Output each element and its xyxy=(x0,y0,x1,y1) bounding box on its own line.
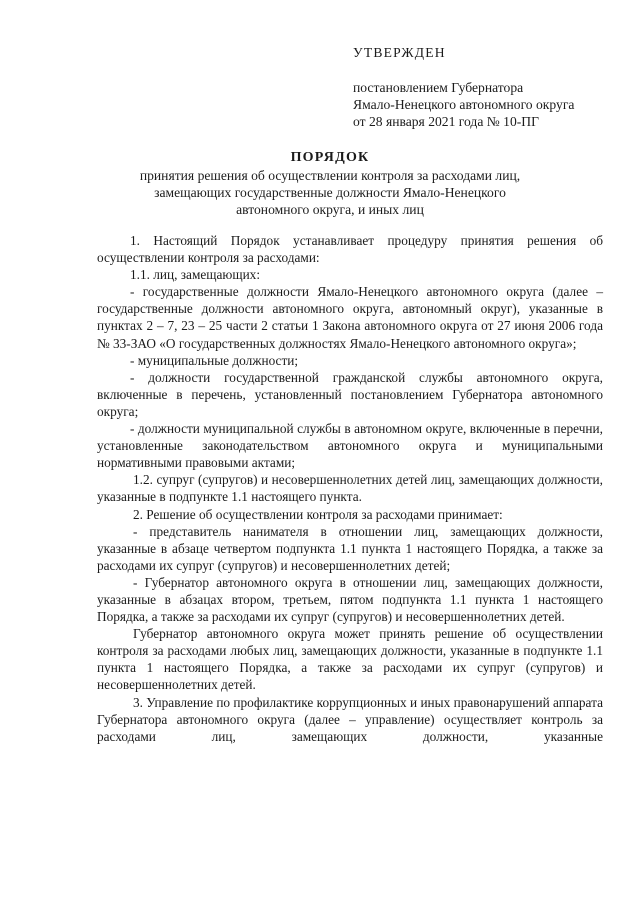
paragraph-governor-decision: Губернатор автономного округа может принять решение об осуществлении контроля за расходами любых лиц, замещающих должности, указанные в подпункте 1.1 пункта 1 настоящего Порядка, а также за расходами их супруг (супругов) и несовершеннолетних детей. xyxy=(97,626,603,693)
document-subtitle-line-1: принятия решения об осуществлении контроля за расходами лиц, xyxy=(139,168,521,183)
document-heading xyxy=(60,149,600,218)
list-item-state-positions: - государственные должности Ямало-Ненецкого автономного округа (далее – государственные должности автономного округа, автономный округ), указанные в пунктах 2 – 7, 23 – 25 части 2 статьи 1 Закона автономного округа от 27 июня 2006 года № 33-ЗАО «О государственных должностях Ямало-Ненецкого автономного округа»; xyxy=(97,284,603,351)
list-item-civil-service: - должности государственной гражданской службы автономного округа, включенные в перечень, установленный постановлением Губернатора автономного округа; xyxy=(97,369,603,419)
list-item-municipal-positions: - муниципальные должности; xyxy=(130,352,299,368)
approval-line-3: от 28 января 2021 года № 10-ПГ xyxy=(353,114,539,129)
list-item-employer-representative: - представитель нанимателя в отношении лиц, замещающих должности, указанные в абзаце четвертом подпункта 1.1 пункта 1 настоящего Порядка, а также за расходами их супруг (супругов) и несовершеннолетних детей; xyxy=(97,523,603,573)
paragraph-1: 1. Настоящий Порядок устанавливает процедуру принятия решения об осуществлении контроля за расходами: xyxy=(97,233,603,266)
approval-line-2: Ямало-Ненецкого автономного округа xyxy=(353,97,575,112)
list-item-governor: - Губернатор автономного округа в отношении лиц, замещающих должности, указанные в абзацах втором, третьем, пятом подпункта 1.1 пункта 1 настоящего Порядка, а также за расходами их супруг (супругов) и несовершеннолетних детей. xyxy=(97,574,603,625)
document-subtitle-line-3: автономного округа, и иных лиц xyxy=(236,202,424,217)
paragraph-2: 2. Решение об осуществлении контроля за расходами принимает: xyxy=(133,506,503,522)
subparagraph-1-2: 1.2. супруг (супругов) и несовершеннолетних детей лиц, замещающих должности, указанные в подпункте 1.1 настоящего пункта. xyxy=(97,472,603,505)
document-title: ПОРЯДОК xyxy=(290,150,370,165)
approval-stamp xyxy=(353,44,623,130)
approval-line-1: постановлением Губернатора xyxy=(353,80,524,95)
document-body xyxy=(97,232,603,745)
list-item-municipal-service: - должности муниципальной службы в автономном округе, включенные в перечни, установленные законодательством автономного округа и муниципальными нормативными правовыми актами; xyxy=(97,421,603,471)
subparagraph-1-1: 1.1. лиц, замещающих: xyxy=(130,267,261,283)
document-subtitle-line-2: замещающих государственные должности Ямало-Ненецкого xyxy=(154,185,506,200)
paragraph-3: 3. Управление по профилактике коррупционных и иных правонарушений аппарата Губернатора автономного округа (далее – управление) осуществляет контроль за расходами лиц, замещающих должности, указанные xyxy=(97,694,603,744)
approved-heading: УТВЕРЖДЕН xyxy=(353,45,446,60)
